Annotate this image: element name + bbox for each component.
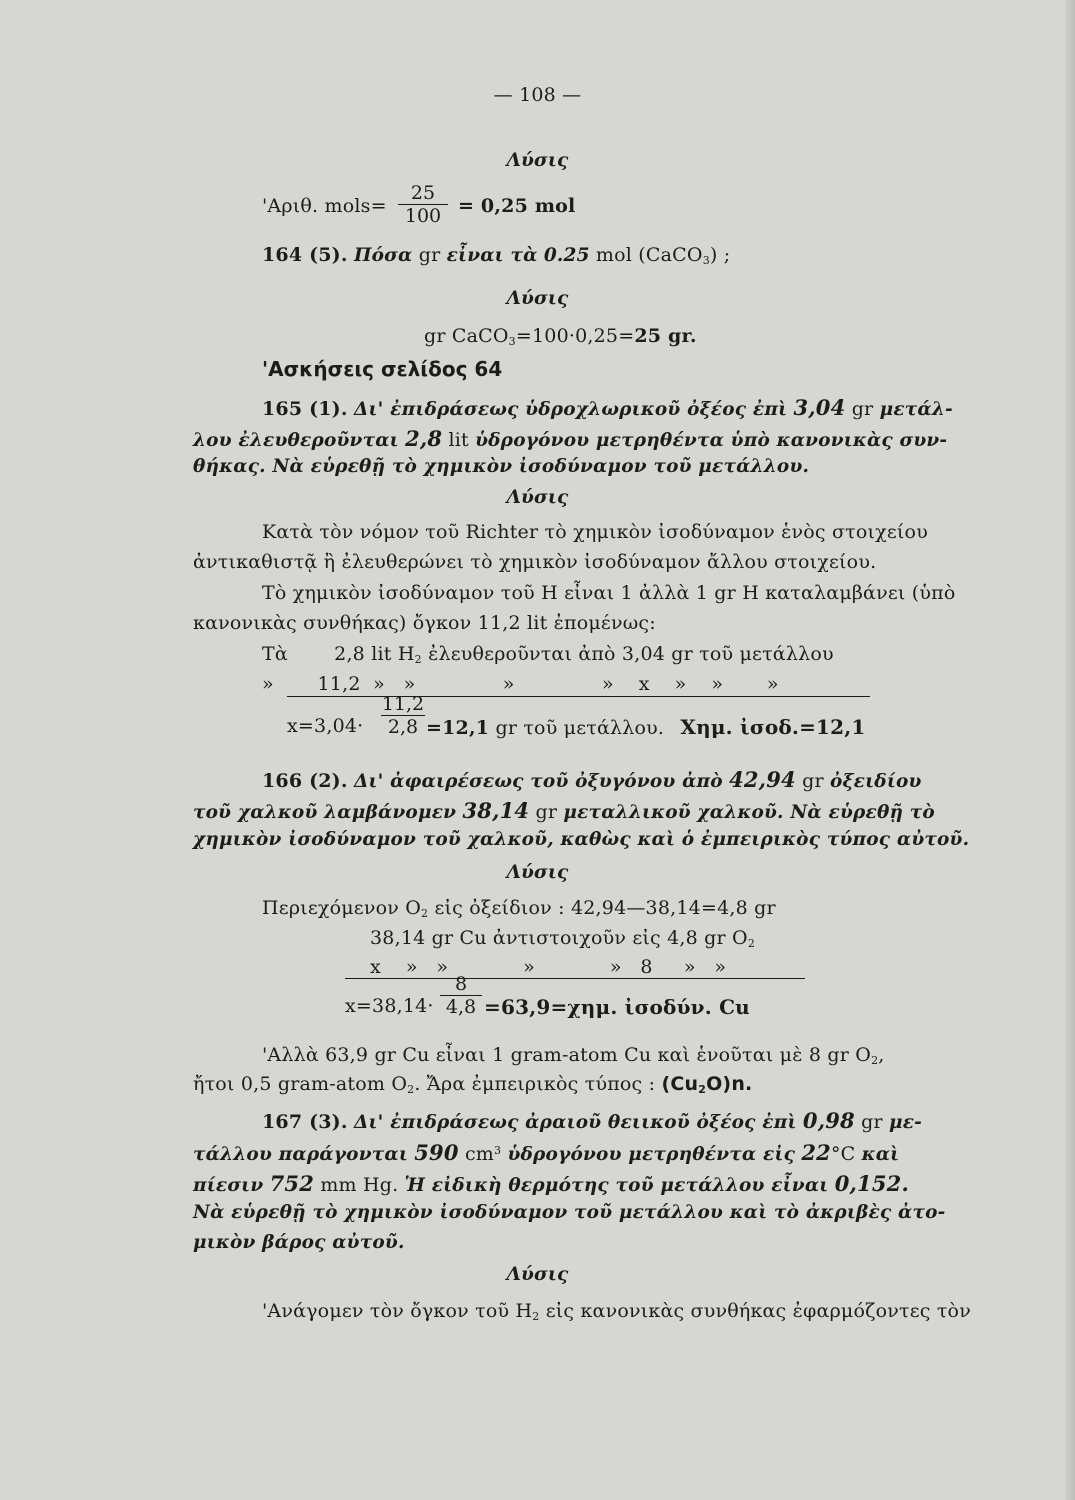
solution-165-p1-l1: Κατὰ τὸν νόμον τοῦ Richter τὸ χημικὸν ἰσοδύναμον ἑνὸς στοιχείου bbox=[262, 521, 928, 543]
problem-166-line-1 bbox=[262, 767, 922, 792]
problem-number: 167 (3). bbox=[262, 1111, 348, 1133]
calc-165-result bbox=[426, 715, 866, 739]
problem-text: ὑδρογόνου μετρηθέντα εἰς bbox=[507, 1144, 796, 1165]
fraction-denominator: 100 bbox=[404, 205, 442, 227]
solution-166-l3: x » » » » 8 » » bbox=[370, 956, 727, 978]
problem-text: τοῦ χαλκοῦ λαμβάνομεν bbox=[193, 802, 457, 823]
solution-165-p1-l2: ἀντικαθιστᾷ ἢ ἐλευθερώνει τὸ χημικὸν ἰσοδύναμον ἄλλου στοιχείου. bbox=[193, 551, 877, 573]
value: 22 bbox=[801, 1140, 831, 1165]
answer-164 bbox=[424, 325, 697, 347]
value: 752 bbox=[269, 1171, 315, 1196]
problem-166-line-2 bbox=[193, 798, 935, 823]
proportion-row-2: » 11,2 » » » » x » » » bbox=[262, 673, 779, 695]
calc-166-result: =63,9=χημ. ἰσοδύν. Cu bbox=[484, 995, 750, 1019]
value: 42,94 bbox=[729, 767, 796, 792]
problem-text: ὑδρογόνου μετρηθέντα ὑπὸ κανονικὰς συν- bbox=[475, 430, 948, 451]
answer-result: 25 gr. bbox=[634, 325, 697, 347]
value: 0,152. bbox=[834, 1171, 909, 1196]
solution-166-l2 bbox=[370, 927, 755, 949]
page-number: — 108 — bbox=[493, 84, 582, 106]
solution-text: ἤτοι 0,5 gram-atom O bbox=[193, 1073, 408, 1095]
unit: cm bbox=[464, 1143, 494, 1165]
unit: gr bbox=[802, 770, 824, 792]
subscript: 2 bbox=[532, 1310, 540, 1323]
value: 3,04 bbox=[793, 395, 846, 420]
subscript: 3 bbox=[508, 335, 516, 348]
proportion-text: Τὰ bbox=[262, 643, 288, 665]
solution-text: εἰς ὀξείδιον : 42,94—38,14=4,8 gr bbox=[434, 897, 776, 919]
subscript: 2 bbox=[698, 1083, 707, 1096]
problem-text: με- bbox=[889, 1112, 923, 1133]
problem-text: μετάλ- bbox=[879, 399, 953, 420]
solution-text: , bbox=[878, 1044, 885, 1066]
value: 0.25 bbox=[543, 245, 590, 266]
solution-165-p2-l1: Τὸ χημικὸν ἰσοδύναμον τοῦ H εἶναι 1 ἀλλὰ 1 gr H καταλαμβάνει (ὑπὸ bbox=[262, 582, 956, 604]
section-heading: 'Ασκήσεις σελίδος 64 bbox=[262, 357, 503, 381]
unit: lit bbox=[448, 429, 469, 451]
solution-166-p-l1 bbox=[262, 1044, 885, 1066]
unit: °C bbox=[830, 1143, 856, 1165]
subscript: 2 bbox=[420, 907, 429, 920]
problem-165-line-1 bbox=[262, 395, 953, 420]
subscript: 2 bbox=[747, 937, 756, 950]
fraction-denominator: 4,8 bbox=[445, 996, 477, 1018]
solution-text: Περιεχόμενον O bbox=[262, 897, 421, 919]
calc-result: =12,1 bbox=[426, 717, 490, 739]
solution-heading: Λύσις bbox=[506, 862, 569, 883]
problem-text: Δι' ἐπιδράσεως ὑδροχλωρικοῦ ὀξέος ἐπὶ bbox=[353, 399, 788, 420]
problem-text: ὀξειδίου bbox=[829, 771, 922, 792]
calc-165-fraction bbox=[381, 694, 425, 737]
value: 0,98 bbox=[802, 1108, 855, 1133]
value: 2,8 bbox=[405, 426, 443, 451]
problem-text: Πόσα bbox=[353, 245, 413, 266]
problem-text: μεταλλικοῦ χαλκοῦ. Νὰ εὑρεθῇ τὸ bbox=[563, 802, 935, 823]
problem-text: Δι' ἀφαιρέσεως τοῦ ὀξυγόνου ἀπὸ bbox=[353, 771, 723, 792]
proportion-rule bbox=[345, 978, 805, 979]
problem-167-line-3 bbox=[193, 1171, 909, 1196]
solution-text: 'Αλλὰ 63,9 gr Cu εἶναι 1 gram-atom Cu καὶ ἑνοῦται μὲ 8 gr O bbox=[262, 1044, 872, 1066]
calc-166-prefix: x=38,14· bbox=[345, 995, 434, 1017]
fraction-numerator: 11,2 bbox=[381, 693, 425, 715]
problem-167-line-4: Νὰ εὑρεθῇ τὸ χημικὸν ἰσοδύναμον τοῦ μετάλλου καὶ τὸ ἀκριβὲς ἀτο- bbox=[193, 1202, 946, 1223]
problem-164 bbox=[262, 244, 730, 266]
proportion-row-1 bbox=[262, 643, 834, 665]
subscript: 2 bbox=[414, 653, 422, 666]
solution-165-p2-l2: κανονικὰς συνθήκας) ὄγκον 11,2 lit ἐπομένως: bbox=[193, 612, 656, 634]
problem-text: Ἡ εἰδικὴ θερμότης τοῦ μετάλλου εἶναι bbox=[404, 1175, 829, 1196]
empirical-formula bbox=[661, 1073, 752, 1095]
problem-167-line-1 bbox=[262, 1108, 922, 1133]
solution-heading: Λύσις bbox=[506, 288, 569, 309]
calc-165-prefix: x=3,04· bbox=[287, 715, 364, 737]
calc-text: gr τοῦ μετάλλου. bbox=[495, 717, 665, 739]
fraction-denominator: 2,8 bbox=[387, 716, 419, 738]
answer-text: =100·0,25= bbox=[515, 325, 635, 347]
problem-165-line-2 bbox=[193, 426, 947, 451]
unit: gr bbox=[535, 801, 558, 823]
unit: gr bbox=[861, 1111, 883, 1133]
proportion-rule bbox=[287, 696, 870, 697]
problem-text: καὶ bbox=[861, 1144, 900, 1165]
mols-fraction bbox=[398, 183, 448, 226]
subscript: 3 bbox=[702, 254, 710, 267]
problem-number: 166 (2). bbox=[262, 770, 348, 792]
solution-166-l1 bbox=[262, 897, 776, 919]
solution-heading: Λύσις bbox=[506, 1264, 569, 1285]
proportion-text: ἐλευθεροῦνται ἀπὸ 3,04 gr τοῦ μετάλλου bbox=[428, 643, 834, 665]
value: 38,14 bbox=[462, 798, 530, 823]
solution-text: . Ἄρα ἐμπειρικὸς τύπος : bbox=[414, 1073, 656, 1095]
unit: gr bbox=[851, 398, 874, 420]
problem-text: εἶναι τὰ bbox=[446, 245, 538, 266]
solution-text: 'Ανάγομεν τὸν ὄγκον τοῦ H bbox=[262, 1300, 533, 1322]
problem-167-line-2 bbox=[193, 1140, 899, 1165]
problem-number: 164 (5). bbox=[262, 244, 348, 266]
calc-label: Χημ. ἰσοδ.=12,1 bbox=[680, 715, 866, 739]
formula-text: (Cu bbox=[661, 1073, 699, 1095]
problem-text: πίεσιν bbox=[193, 1175, 264, 1196]
subscript: 2 bbox=[871, 1054, 879, 1067]
problem-text: ) ; bbox=[709, 244, 731, 266]
problem-text: λου ἐλευθεροῦνται bbox=[193, 430, 399, 451]
answer-text: gr CaCO bbox=[424, 325, 509, 347]
problem-166-line-3: χημικὸν ἰσοδύναμον τοῦ χαλκοῦ, καθὼς καὶ ὁ ἐμπειρικὸς τύπος αὐτοῦ. bbox=[193, 829, 970, 850]
problem-165-line-3: θήκας. Νὰ εὑρεθῇ τὸ χημικὸν ἰσοδύναμον τοῦ μετάλλου. bbox=[193, 456, 810, 477]
solution-heading: Λύσις bbox=[506, 150, 569, 171]
problem-number: 165 (1). bbox=[262, 398, 348, 420]
formula-text: O)n. bbox=[706, 1073, 753, 1095]
unit: mm Hg. bbox=[320, 1174, 399, 1196]
problem-text: τάλλου παράγονται bbox=[193, 1144, 408, 1165]
solution-text: εἰς κανονικὰς συνθήκας ἐφαρμόζοντες τὸν bbox=[545, 1300, 971, 1322]
solution-heading: Λύσις bbox=[506, 487, 569, 508]
problem-167-line-5: μικὸν βάρος αὐτοῦ. bbox=[193, 1232, 405, 1253]
solution-text: 38,14 gr Cu ἀντιστοιχοῦν εἰς 4,8 gr O bbox=[370, 927, 748, 949]
mols-result: = 0,25 mol bbox=[458, 195, 576, 217]
calc-166-fraction bbox=[440, 974, 482, 1017]
fraction-numerator: 8 bbox=[454, 973, 468, 995]
problem-text: Δι' ἐπιδράσεως ἀραιοῦ θειικοῦ ὀξέος ἐπὶ bbox=[353, 1112, 797, 1133]
fraction-numerator: 25 bbox=[410, 182, 436, 204]
unit: mol (CaCO bbox=[595, 244, 703, 266]
superscript: 3 bbox=[494, 1144, 502, 1157]
value: 590 bbox=[414, 1140, 459, 1165]
mols-label: 'Αριθ. mols= bbox=[262, 195, 387, 217]
proportion-text: 2,8 lit H bbox=[334, 643, 415, 665]
unit: gr bbox=[418, 244, 441, 266]
solution-167-l1 bbox=[262, 1300, 971, 1322]
solution-166-p-l2 bbox=[193, 1073, 752, 1095]
subscript: 2 bbox=[407, 1083, 415, 1096]
